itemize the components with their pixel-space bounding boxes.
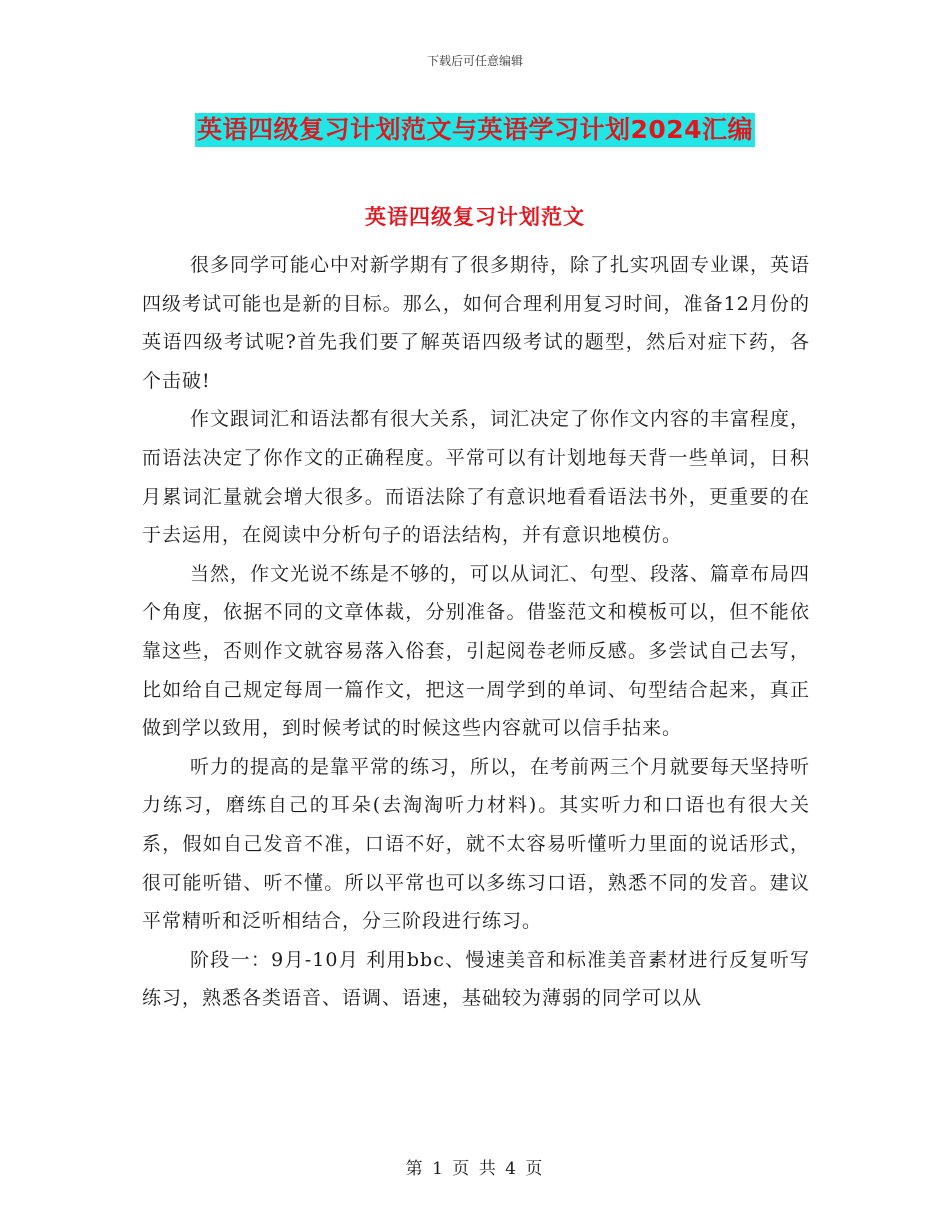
paragraph-2: 作文跟词汇和语法都有很大关系，词汇决定了你作文内容的丰富程度，而语法决定了你作文的正确程度。平常可以有计划地每天背一些单词，日积月累词汇量就会增大很多。而语法除了有意识地看看语法书外，更重要的在于去运用，在阅读中分析句子的语法结构，并有意识地模仿。 bbox=[142, 408, 811, 547]
document-title: 英语四级复习计划范文与英语学习计划2024汇编 bbox=[195, 113, 755, 147]
paragraph-4: 听力的提高的是靠平常的练习，所以，在考前两三个月就要每天坚持听力练习，磨练自己的耳朵(去淘淘听力材料)。其实听力和口语也有很大关系，假如自己发音不准，口语不好，就不太容易听懂听力里面的说话形式，很可能听错、听不懂。所以平常也可以多练习口语，熟悉不同的发音。建议平常精听和泛听相结合，分三阶段进行练习。 bbox=[142, 755, 811, 933]
page-footer: 第 1 页 共 4 页 bbox=[405, 1159, 545, 1179]
title-wrap bbox=[0, 113, 950, 147]
section-title: 英语四级复习计划范文 bbox=[365, 204, 585, 229]
document-body bbox=[142, 246, 810, 1018]
header-note: 下载后可任意编辑 bbox=[426, 54, 523, 68]
paragraph-3: 当然，作文光说不练是不够的，可以从词汇、句型、段落、篇章布局四个角度，依据不同的文章体裁，分别准备。借鉴范文和模板可以，但不能依靠这些，否则作文就容易落入俗套，引起阅卷老师反感。多尝试自己去写，比如给自己规定每周一篇作文，把这一周学到的单词、句型结合起来，真正做到学以致用，到时候考试的时候这些内容就可以信手拈来。 bbox=[142, 562, 811, 740]
paragraph-1: 很多同学可能心中对新学期有了很多期待，除了扎实巩固专业课，英语四级考试可能也是新的目标。那么，如何合理利用复习时间，准备12月份的英语四级考试呢?首先我们要了解英语四级考试的题型，然后对症下药，各个击破! bbox=[142, 254, 811, 392]
paragraph-5: 阶段一：9月-10月 利用bbc、慢速美音和标准美音素材进行反复听写练习，熟悉各类语音、语调、语速，基础较为薄弱的同学可以从 bbox=[142, 948, 810, 1010]
